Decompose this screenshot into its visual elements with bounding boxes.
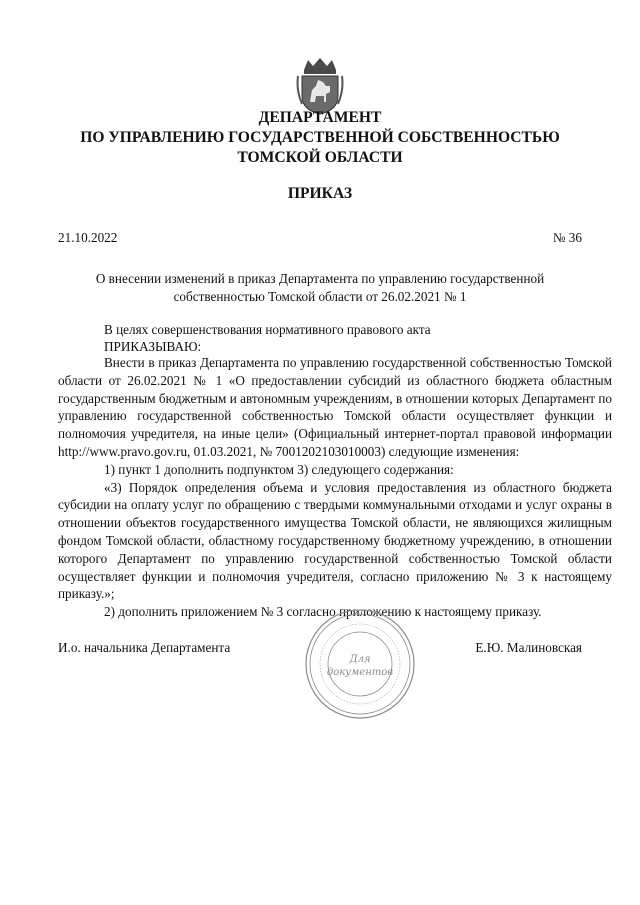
order-body [58,354,612,621]
svg-text:Для: Для [349,654,371,665]
paragraph-main: Внести в приказ Департамента по управлению государственной собственностью Томской области от 26.02.2021 № 1 «О предоставлении субсидий из областного бюджета областным государственным бюджетным и автономным учреждениям, в отношении которых Департамент по управлению государственной собственностью Томской области осуществляет функции и полномочия учредителя, на иные цели» (Официальный интернет-портал правовой информации http://www.pravo.gov.ru, 01.03.2021, № 7001202103010003) следующие изменения: [58,355,612,459]
order-keyword: ПРИКАЗЫВАЮ: [104,339,202,354]
seal-stamp [304,608,416,720]
org-name-line1: ДЕПАРТАМЕНТ [258,109,382,126]
signatory-title: И.о. начальника Департамента [58,640,231,655]
document-number: № 36 [552,230,582,245]
subject-line1: О внесении изменений в приказ Департамента по управлению государственной [95,271,545,286]
preamble-text: В целях совершенствования нормативного правового акта [104,322,431,337]
signatory-name: Е.Ю. Малиновская [475,640,582,655]
paragraph-item-2: 2) дополнить приложением № 3 согласно приложению к настоящему приказу. [104,604,542,620]
paragraph-quote: «3) Порядок определения объема и условия предоставления из областного бюджета субсидии на оплату услуг по обращению с твердыми коммунальными отходами и услуг охраны в отношении объектов государственного имущества Томской области, не являющихся жилищным фондом Томской области, областному государственному бюджетному учреждению, в отношении которого Департамент по управлению государственной собственностью Томской области осуществляет функции и полномочия учредителя, согласно приложению № 3 к настоящему приказу.»; [58,479,612,602]
org-name-line2: ПО УПРАВЛЕНИЮ ГОСУДАРСТВЕННОЙ СОБСТВЕННОСТЬЮ [80,129,560,146]
org-name-line3: ТОМСКОЙ ОБЛАСТИ [237,149,403,166]
document-type-title: ПРИКАЗ [287,185,353,202]
paragraph-item-1: 1) пункт 1 дополнить подпунктом 3) следующего содержания: [104,461,454,477]
coat-of-arms-icon [296,56,344,116]
subject-line2: собственностью Томской области от 26.02.2021 № 1 [173,289,467,304]
document-date: 21.10.2022 [58,230,118,245]
svg-text:документов: документов [326,667,394,678]
